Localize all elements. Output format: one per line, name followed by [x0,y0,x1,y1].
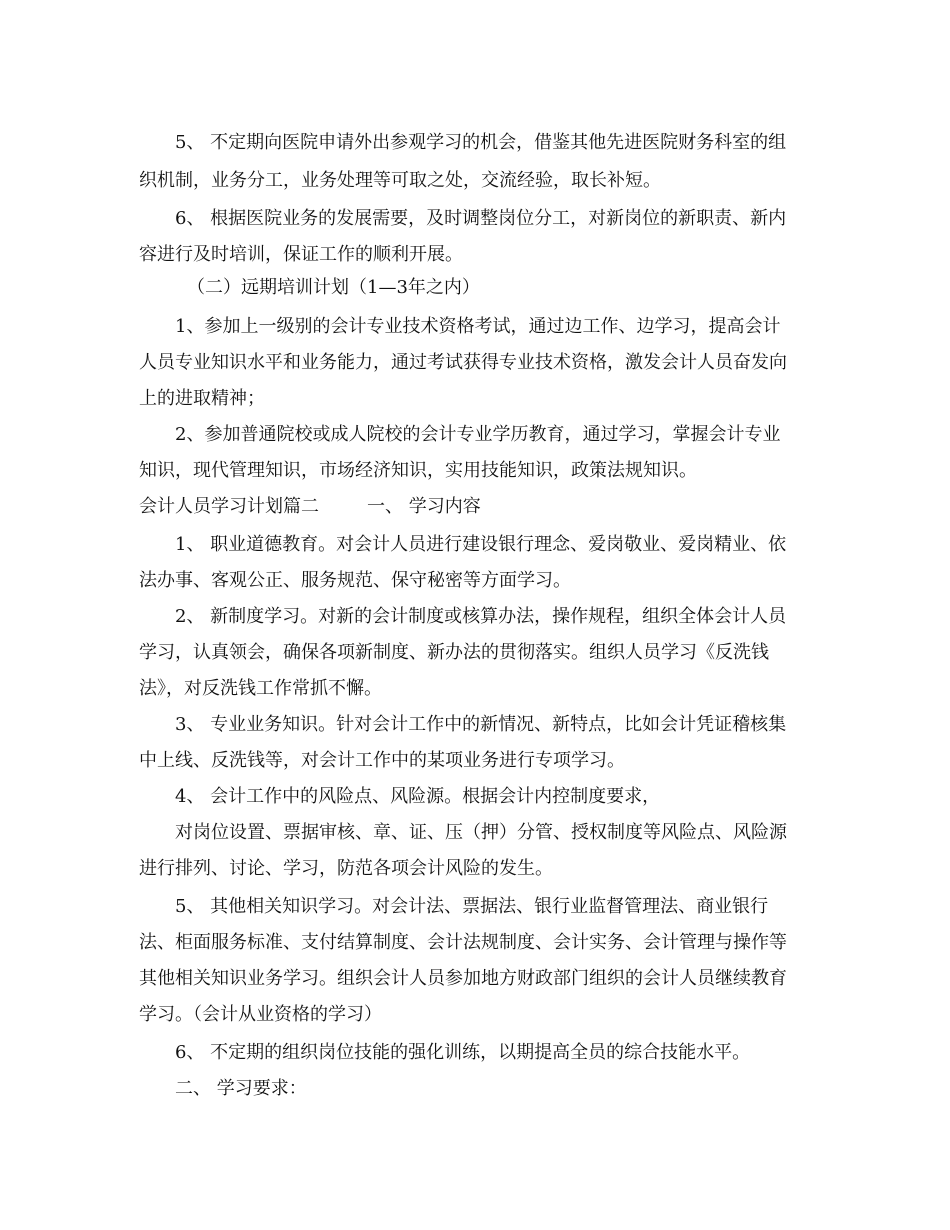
paragraph-line: 学习，认真领会，确保各项新制度、新办法的贯彻落实。组织人员学习《反洗钱 [139,642,769,663]
paragraph-line: 2、 新制度学习。对新的会计制度或核算办法，操作规程，组织全体会计人员 [175,606,787,627]
paragraph-line: 其他相关知识业务学习。组织会计人员参加地方财政部门组织的会计人员继续教育 [139,968,787,989]
paragraph-line: 1、参加上一级别的会计专业技术资格考试，通过边工作、边学习，提高会计 [175,316,781,337]
paragraph-line: 6、 不定期的组织岗位技能的强化训练，以期提高全员的综合技能水平。 [175,1042,751,1063]
article-title: 会计人员学习计划篇二 [139,496,319,517]
paragraph-line: 3、 专业业务知识。针对会计工作中的新情况、新特点，比如会计凭证稽核集 [175,714,787,735]
paragraph-line: 1、 职业道德教育。对会计人员进行建设银行理念、爱岗敬业、爱岗精业、依 [175,534,787,555]
article-title-line [139,494,819,520]
paragraph-line: 上的进取精神； [139,388,265,409]
paragraph-line: 人员专业知识水平和业务能力，通过考试获得专业技术资格，激发会计人员奋发向 [139,352,787,373]
paragraph-line: 知识，现代管理知识，市场经济知识，实用技能知识，政策法规知识。 [139,460,697,481]
paragraph-line: 织机制，业务分工，业务处理等可取之处，交流经验，取长补短。 [139,170,661,191]
paragraph-line: 5、 其他相关知识学习。对会计法、票据法、银行业监督管理法、商业银行 [175,896,769,917]
paragraph-line: 法》，对反洗钱工作常抓不懈。 [139,678,382,699]
paragraph-line: 2、参加普通院校或成人院校的会计专业学历教育，通过学习，掌握会计专业 [175,424,781,445]
paragraph-line: 中上线、反洗钱等，对会计工作中的某项业务进行专项学习。 [139,750,625,771]
paragraph-line: 对岗位设置、票据审核、章、证、压（押）分管、授权制度等风险点、风险源 [175,822,787,843]
paragraph-line: 容进行及时培训，保证工作的顺利开展。 [139,244,463,265]
section-heading: （二）远期培训计划（1—3年之内） [187,277,480,298]
paragraph-line: 进行排列、讨论、学习，防范各项会计风险的发生。 [139,858,553,879]
paragraph-line: 6、 根据医院业务的发展需要，及时调整岗位分工，对新岗位的新职责、新内 [175,208,787,229]
paragraph-line: 法办事、客观公正、服务规范、保守秘密等方面学习。 [139,570,571,591]
paragraph-line: 学习。（会计从业资格的学习） [139,1004,382,1025]
paragraph-line: 法、柜面服务标准、支付结算制度、会计法规制度、会计实务、会计管理与操作等 [139,932,787,953]
section-heading: 二、 学习要求： [175,1078,307,1099]
paragraph-line: 4、 会计工作中的风险点、风险源。根据会计内控制度要求， [175,786,661,807]
section-heading: 一、 学习内容 [367,496,481,517]
paragraph-line: 5、 不定期向医院申请外出参观学习的机会，借鉴其他先进医院财务科室的组 [175,132,787,153]
